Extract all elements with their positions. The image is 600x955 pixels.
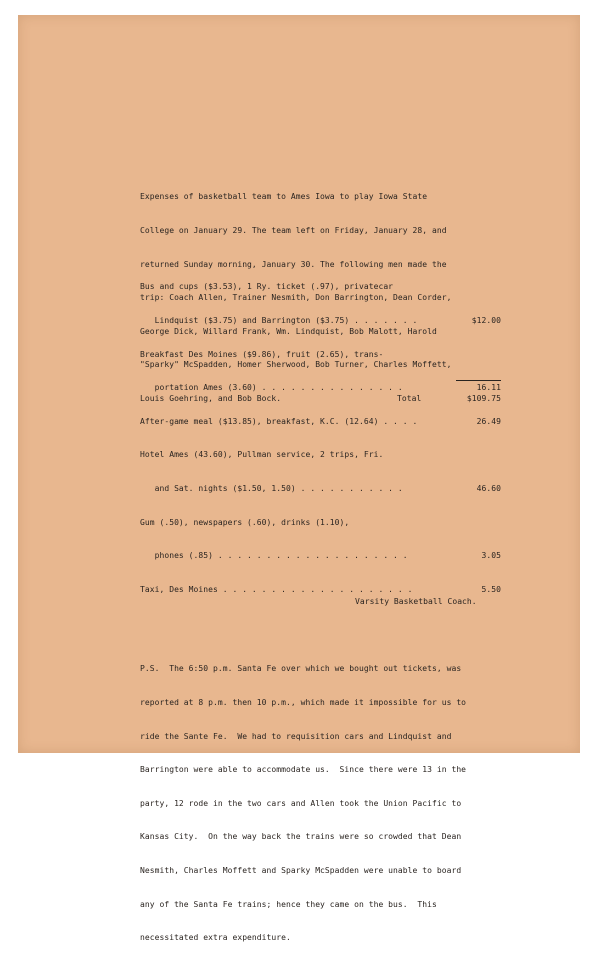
- expense-description: Breakfast Des Moines ($9.86), fruit (2.65), trans-: [140, 349, 384, 359]
- expense-row: [140, 382, 501, 393]
- intro-line: Expenses of basketball team to Ames Iowa to play Iowa State: [140, 192, 428, 202]
- expense-description: phones (.85) . . . . . . . . . . . . . . . . . . . .: [140, 551, 408, 561]
- signature-title: Varsity Basketball Coach.: [355, 597, 477, 606]
- postscript-paragraph: [140, 641, 466, 955]
- expense-description: Hotel Ames (43.60), Pullman service, 2 trips, Fri.: [140, 450, 384, 460]
- expense-row: [140, 584, 501, 595]
- total-amount: $109.75: [466, 394, 501, 403]
- expense-row: [140, 449, 501, 460]
- expense-amount: $12.00: [471, 316, 501, 325]
- expense-row: [140, 281, 501, 292]
- postscript-line: party, 12 rode in the two cars and Allen took the Union Pacific to: [140, 798, 462, 808]
- postscript-line: any of the Santa Fe trains; hence they came on the bus. This: [140, 899, 437, 909]
- expense-amount: [459, 449, 501, 460]
- postscript-line: ride the Sante Fe. We had to requisition cars and Lindquist and: [140, 731, 452, 741]
- expense-amount: 3.05: [481, 551, 501, 561]
- expense-row: [140, 517, 501, 528]
- expense-description: After-game meal ($13.85), breakfast, K.C. (12.64) . . . .: [140, 416, 418, 426]
- expense-amount: 46.60: [476, 483, 501, 493]
- intro-line: trip: Coach Allen, Trainer Nesmith, Don Barrington, Dean Corder,: [140, 293, 452, 303]
- intro-line: "Sparky" McSpadden, Homer Sherwood, Bob Turner, Charles Moffett,: [140, 360, 452, 370]
- total-underline: [456, 380, 501, 381]
- intro-line: George Dick, Willard Frank, Wm. Lindquist, Bob Malott, Harold: [140, 326, 437, 336]
- expense-amount: 26.49: [476, 416, 501, 426]
- expense-row: [140, 416, 501, 427]
- expense-row: [140, 550, 501, 561]
- expense-amount: [459, 349, 501, 360]
- postscript-line: Nesmith, Charles Moffett and Sparky McSpadden were unable to board: [140, 865, 462, 875]
- expense-description: Lindquist ($3.75) and Barrington ($3.75) . . . . . . .: [140, 316, 418, 325]
- postscript-line: reported at 8 p.m. then 10 p.m., which made it impossible for us to: [140, 698, 467, 707]
- intro-line: Louis Goehring, and Bob Bock.: [140, 393, 282, 403]
- intro-line: College on January 29. The team left on Friday, January 28, and: [140, 226, 447, 235]
- expense-description: Gum (.50), newspapers (.60), drinks (1.10),: [140, 517, 350, 527]
- expense-amount: [459, 281, 501, 292]
- postscript-line: Barrington were able to accommodate us. Since there were 13 in the: [140, 765, 467, 775]
- expense-row: [140, 349, 501, 360]
- expense-description: Bus and cups ($3.53), 1 Ry. ticket (.97), privatecar: [140, 282, 394, 292]
- expense-amount: 5.50: [481, 584, 501, 594]
- expense-list: [140, 259, 501, 606]
- postscript-line: Kansas City. On the way back the trains were so crowded that Dean: [140, 832, 462, 842]
- expense-amount: [459, 517, 501, 528]
- expense-row: [140, 483, 501, 494]
- postscript-line: P.S. The 6:50 p.m. Santa Fe over which we bought out tickets, was: [140, 664, 462, 674]
- expense-amount: 16.11: [476, 383, 501, 393]
- expense-description: Taxi, Des Moines . . . . . . . . . . . . . . . . . . . .: [140, 584, 413, 594]
- total-label: Total: [397, 394, 422, 403]
- expense-description: portation Ames (3.60) . . . . . . . . . . . . . . .: [140, 383, 403, 393]
- postscript-line: necessitated extra expenditure.: [140, 933, 291, 943]
- expense-description: and Sat. nights ($1.50, 1.50) . . . . . . . . . . .: [140, 483, 403, 493]
- intro-line: returned Sunday morning, January 30. The following men made the: [140, 259, 447, 269]
- expense-row: [140, 315, 501, 326]
